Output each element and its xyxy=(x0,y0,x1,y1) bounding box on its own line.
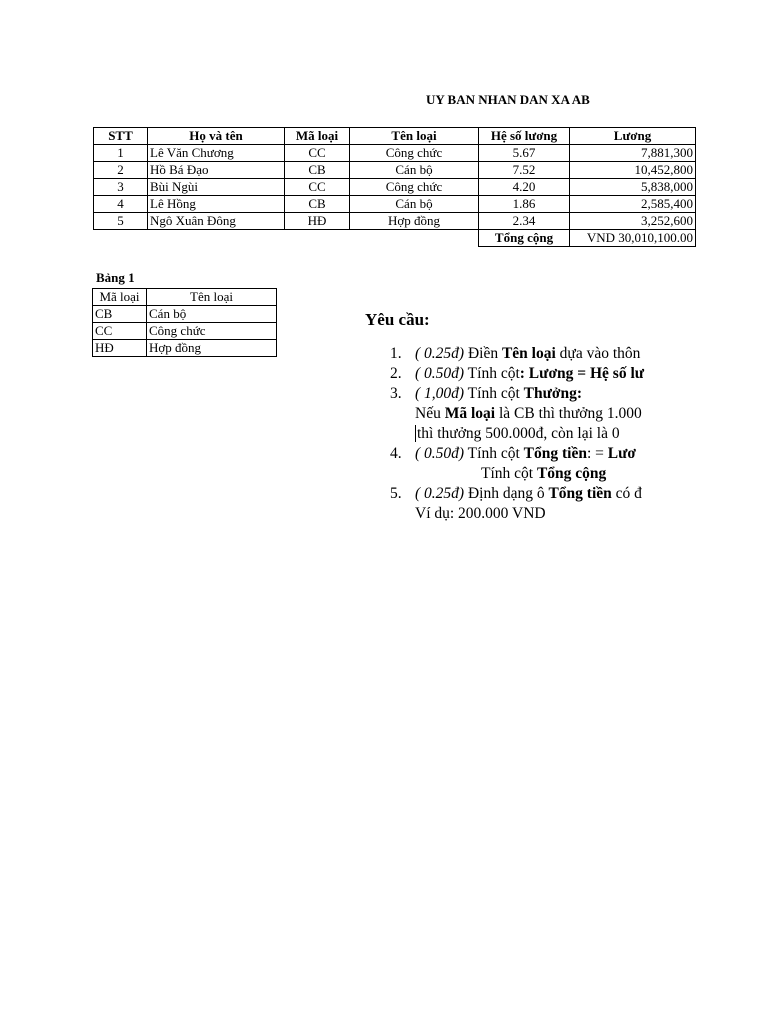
item-bold-text: Mã loại xyxy=(444,405,496,422)
item-number: 3. xyxy=(390,385,402,402)
cell-name: Lê Văn Chương xyxy=(148,145,285,162)
table-header-row xyxy=(94,128,696,145)
item-bold-text: Tên loại xyxy=(501,345,556,362)
salary-table xyxy=(93,127,696,247)
cell-salary: 10,452,800 xyxy=(570,162,696,179)
table-row xyxy=(94,179,696,196)
item-points: ( 0.25đ) xyxy=(415,345,465,362)
cell-code: CB xyxy=(285,196,350,213)
lookup-header-code: Mã loại xyxy=(93,289,147,306)
item-bold-text: Tổng cộng xyxy=(536,465,607,482)
total-row xyxy=(94,230,696,247)
cell-stt: 5 xyxy=(94,213,148,230)
cell-name: Hồ Bá Đạo xyxy=(148,162,285,179)
header-name: Họ và tên xyxy=(148,128,285,145)
item-bold-text: Lươ xyxy=(607,445,636,462)
cell-stt: 3 xyxy=(94,179,148,196)
cell-type-name: Công chức xyxy=(350,145,479,162)
page-title: UY BAN NHAN DAN XA AB xyxy=(426,92,590,107)
lookup-row xyxy=(93,323,277,340)
item-text: Điền xyxy=(464,345,502,362)
lookup-table xyxy=(92,288,277,357)
lookup-name: Hợp đồng xyxy=(147,340,277,357)
item-text: Ví dụ: 200.000 VND xyxy=(415,505,546,522)
item-text: có đ xyxy=(611,485,642,502)
item-text: là CB thì thưởng 1.000 xyxy=(495,405,642,422)
cell-name: Bùi Ngùi xyxy=(148,179,285,196)
item-points: ( 0.25đ) xyxy=(415,485,465,502)
item-text: : = xyxy=(586,445,608,462)
lookup-row xyxy=(93,306,277,323)
lookup-code: CB xyxy=(93,306,147,323)
item-text: Tính cột xyxy=(464,385,524,402)
cell-salary: 3,252,600 xyxy=(570,213,696,230)
cell-coefficient: 2.34 xyxy=(479,213,570,230)
requirement-item-5 xyxy=(365,484,688,504)
item-number: 1. xyxy=(390,345,402,362)
lookup-code: HĐ xyxy=(93,340,147,357)
table-row xyxy=(94,213,696,230)
cell-type-name: Hợp đồng xyxy=(350,213,479,230)
requirement-item-3-line-3 xyxy=(365,424,688,444)
header-type-name: Tên loại xyxy=(350,128,479,145)
lookup-row xyxy=(93,340,277,357)
item-bold-text: Thưởng: xyxy=(523,385,583,402)
table-row xyxy=(94,196,696,213)
item-text: Tính cột xyxy=(464,445,524,462)
table-row xyxy=(94,162,696,179)
lookup-header-name: Tên loại xyxy=(147,289,277,306)
cell-coefficient: 5.67 xyxy=(479,145,570,162)
header-stt: STT xyxy=(94,128,148,145)
item-bold-text: Tổng tiền xyxy=(523,445,587,462)
requirement-item-4-line-2 xyxy=(365,464,688,484)
item-text: Định dạng ô xyxy=(464,485,549,502)
total-value: VND 30,010,100.00 xyxy=(570,230,696,247)
requirements-heading: Yêu cầu: xyxy=(365,310,430,329)
item-points: ( 0.50đ) xyxy=(415,365,465,382)
requirement-item-3 xyxy=(365,384,688,404)
item-bold-text: Tổng tiền xyxy=(548,485,612,502)
item-text: thì thưởng 500.000đ, còn lại là 0 xyxy=(417,425,620,442)
cell-stt: 1 xyxy=(94,145,148,162)
table-row xyxy=(94,145,696,162)
cell-code: CB xyxy=(285,162,350,179)
item-number: 2. xyxy=(390,365,402,382)
cell-stt: 2 xyxy=(94,162,148,179)
cell-coefficient: 4.20 xyxy=(479,179,570,196)
text-cursor xyxy=(415,425,416,442)
header-salary: Lương xyxy=(570,128,696,145)
cell-coefficient: 1.86 xyxy=(479,196,570,213)
cell-code: CC xyxy=(285,179,350,196)
cell-salary: 7,881,300 xyxy=(570,145,696,162)
requirement-item-3-line-2 xyxy=(365,404,688,424)
lookup-name: Công chức xyxy=(147,323,277,340)
item-points: ( 0.50đ) xyxy=(415,445,465,462)
item-points: ( 1,00đ) xyxy=(415,385,465,402)
cell-coefficient: 7.52 xyxy=(479,162,570,179)
cell-name: Lê Hồng xyxy=(148,196,285,213)
header-code: Mã loại xyxy=(285,128,350,145)
header-coefficient: Hệ số lương xyxy=(479,128,570,145)
item-number: 5. xyxy=(390,485,402,502)
lookup-header-row xyxy=(93,289,277,306)
item-text: dựa vào thôn xyxy=(555,345,641,362)
item-bold-text: : Lương = Hệ số lư xyxy=(519,365,645,382)
cell-salary: 5,838,000 xyxy=(570,179,696,196)
total-spacer xyxy=(94,230,479,247)
cell-name: Ngô Xuân Đông xyxy=(148,213,285,230)
bang1-title: Bảng 1 xyxy=(96,270,135,285)
item-text: Nếu xyxy=(415,405,445,422)
total-label: Tổng cộng xyxy=(479,230,570,247)
cell-code: HĐ xyxy=(285,213,350,230)
item-text: Tính cột xyxy=(481,465,537,482)
cell-stt: 4 xyxy=(94,196,148,213)
cell-code: CC xyxy=(285,145,350,162)
requirement-item-2 xyxy=(365,364,688,384)
cell-type-name: Cán bộ xyxy=(350,162,479,179)
requirement-item-5-line-2 xyxy=(365,504,688,524)
requirements-block xyxy=(365,310,688,524)
item-number: 4. xyxy=(390,445,402,462)
cell-type-name: Công chức xyxy=(350,179,479,196)
requirement-item-1 xyxy=(365,344,688,364)
item-text: Tính cột xyxy=(464,365,520,382)
lookup-code: CC xyxy=(93,323,147,340)
cell-type-name: Cán bộ xyxy=(350,196,479,213)
cell-salary: 2,585,400 xyxy=(570,196,696,213)
requirement-item-4 xyxy=(365,444,688,464)
lookup-name: Cán bộ xyxy=(147,306,277,323)
